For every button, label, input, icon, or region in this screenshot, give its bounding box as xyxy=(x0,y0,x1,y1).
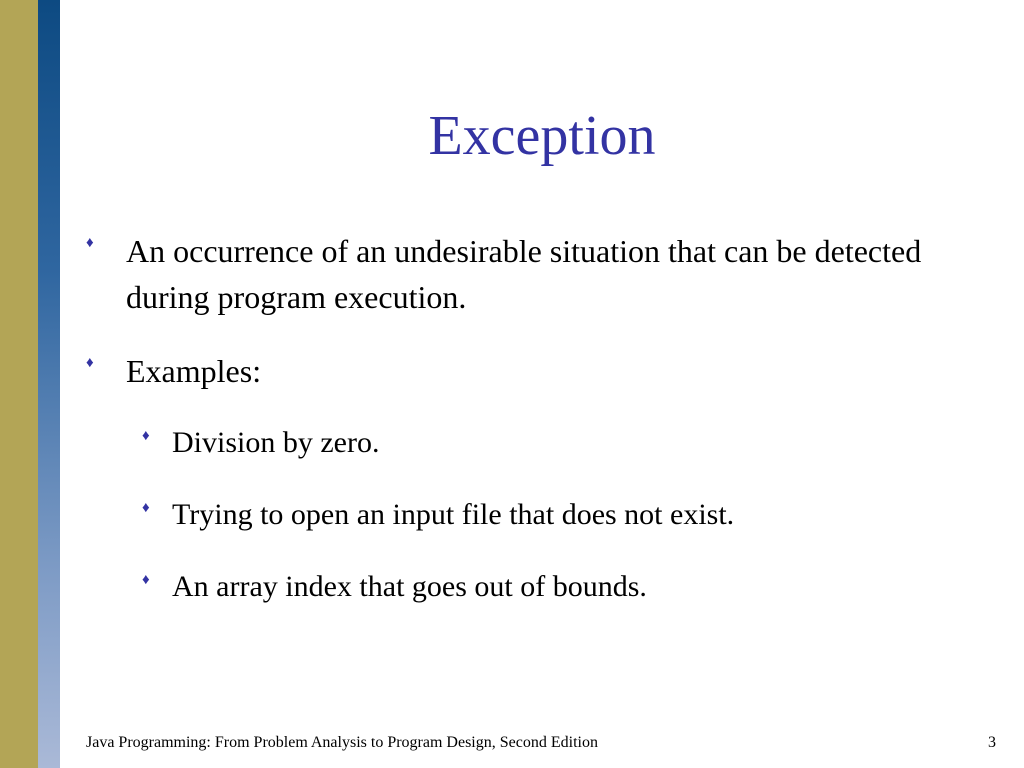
diamond-bullet-icon: ♦ xyxy=(142,428,150,444)
sub-bullet-text: Division by zero. xyxy=(172,426,380,459)
left-blue-gradient-band xyxy=(38,0,60,768)
sub-bullet-item xyxy=(142,422,956,464)
bullet-item xyxy=(86,228,956,320)
bullet-text: An occurrence of an undesirable situation that can be detected during program execution. xyxy=(126,233,922,315)
sub-bullet-item xyxy=(142,566,956,608)
sub-bullet-list xyxy=(86,422,956,608)
sub-bullet-item xyxy=(142,494,956,536)
footer-text: Java Programming: From Problem Analysis to Program Design, Second Edition xyxy=(86,734,598,751)
page-number: 3 xyxy=(988,734,996,751)
bullet-list xyxy=(86,228,956,638)
bullet-item xyxy=(86,348,956,394)
sub-bullet-text: An array index that goes out of bounds. xyxy=(172,570,647,603)
sub-bullet-group xyxy=(86,422,956,608)
left-olive-band xyxy=(0,0,38,768)
diamond-bullet-icon: ♦ xyxy=(86,355,94,371)
diamond-bullet-icon: ♦ xyxy=(142,572,150,588)
diamond-bullet-icon: ♦ xyxy=(142,500,150,516)
sub-bullet-text: Trying to open an input file that does not exist. xyxy=(172,498,735,531)
slide-title: Exception xyxy=(428,105,656,167)
diamond-bullet-icon: ♦ xyxy=(86,235,94,251)
bullet-text: Examples: xyxy=(126,353,262,389)
